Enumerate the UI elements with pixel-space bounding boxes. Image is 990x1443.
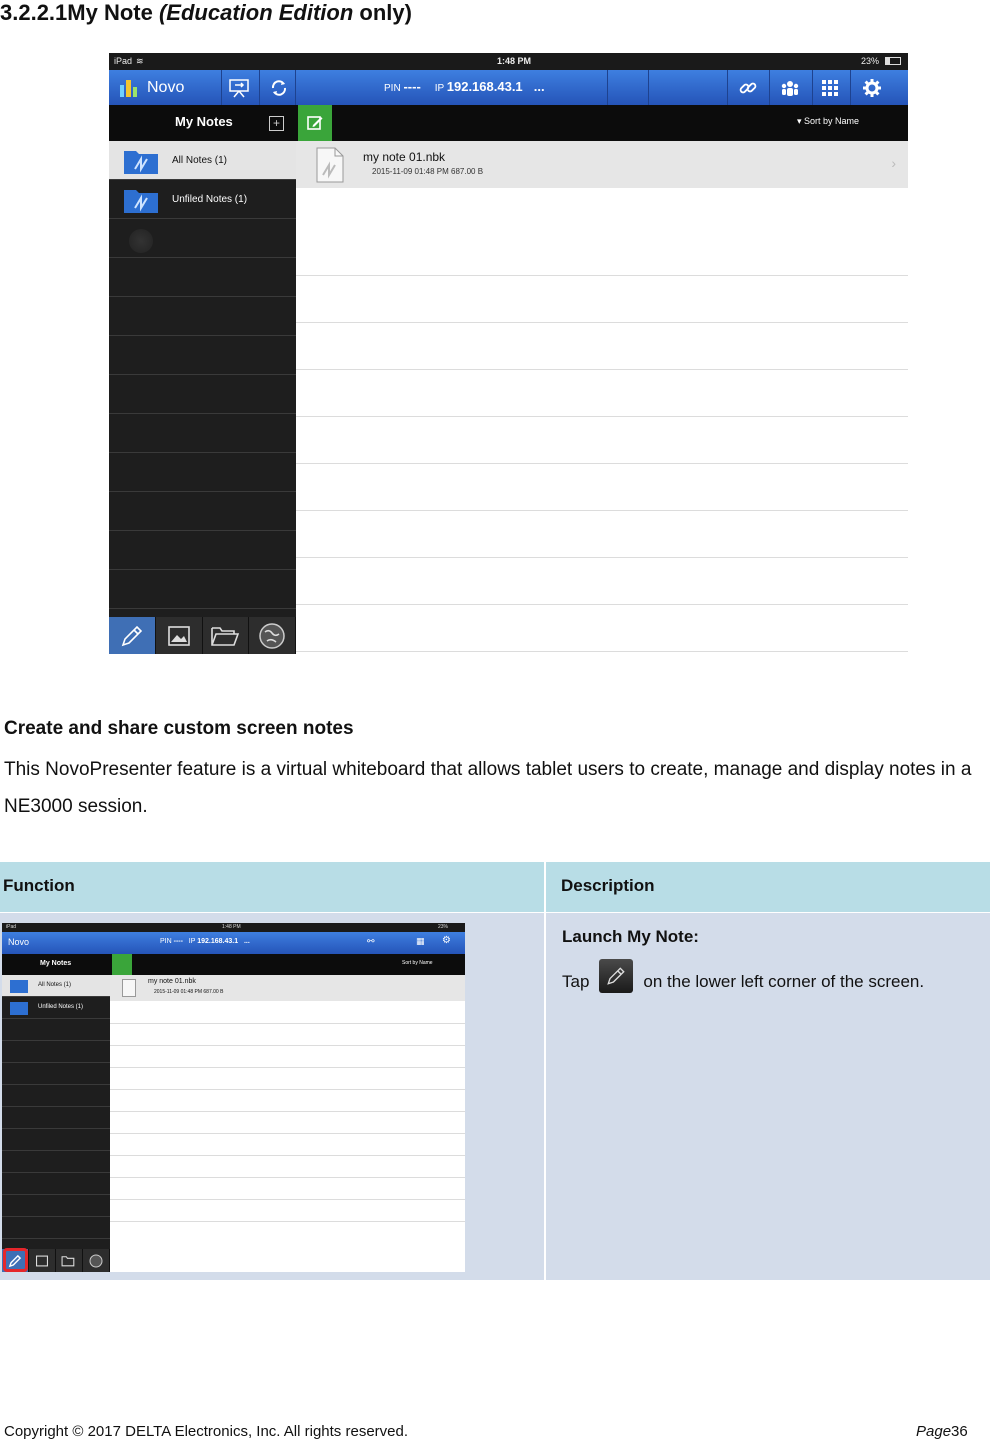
folder-icon [123,147,159,175]
launch-instruction: Tap on the lower left corner of the screen. [562,965,924,999]
status-time: 1:48 PM [497,56,532,66]
page-number: Page36 [916,1423,968,1440]
function-table [0,862,990,1280]
my-notes-thumbnail: iPad 1:48 PM 23% Novo PIN ---- IP 192.168.43.1 ... ⚯ ▦ ⚙ My Notes Sort by Name All Notes (1) Unfiled Notes (1) my note 01.nbk 2015-11-09 01:48 PM 687.00 B [2,923,465,1272]
battery-level: 23% [861,56,880,66]
my-notes-title: My Notes [175,114,233,129]
edit-icon [306,114,324,132]
connection-info: PIN ---- IP 192.168.43.1 ... [384,79,545,94]
link-icon[interactable] [734,74,762,102]
tab-files[interactable] [203,617,250,654]
notes-toolbar [109,105,908,141]
image-icon [167,625,191,647]
globe-icon [89,1254,103,1268]
pen-icon [118,622,146,650]
refresh-icon[interactable] [265,74,293,102]
folder-icon [210,625,240,647]
function-cell [0,913,544,1280]
tab-web[interactable] [249,617,296,654]
folder-sidebar [109,141,296,654]
brand-name: Novo [147,79,185,96]
folder-icon [61,1255,77,1267]
section-body: This NovoPresenter feature is a virtual whiteboard that allows tablet users to create, manage and display notes in a NE3000 session. [4,759,972,817]
notes-list [296,141,908,617]
grid-icon[interactable] [816,74,844,102]
description-cell [546,913,990,1280]
new-note-button[interactable] [298,105,332,141]
tab-photos[interactable] [156,617,203,654]
header-function: Function [0,862,544,912]
bottom-tab-bar [109,617,296,654]
wifi-icon: ≋ [136,56,144,66]
pen-icon [599,959,633,993]
pen-highlight [3,1248,28,1272]
folder-icon [123,186,159,214]
sort-dropdown[interactable]: ▾ Sort by Name [797,116,860,126]
folder-unfiled-notes[interactable]: Unfiled Notes (1) [109,180,296,219]
copyright: Copyright © 2017 DELTA Electronics, Inc. All rights reserved. [4,1423,409,1440]
my-notes-screenshot [109,53,908,654]
image-icon [35,1255,49,1267]
tab-my-note[interactable] [109,617,156,654]
users-icon[interactable] [776,74,804,102]
device-label: iPad [114,56,133,66]
note-file-row[interactable] [296,141,908,188]
globe-icon [258,622,286,650]
add-folder-button[interactable]: + [269,116,284,131]
file-icon [315,147,345,183]
status-bar [109,53,908,70]
presentation-icon[interactable] [225,74,253,102]
novo-logo-icon [119,77,141,99]
battery-icon [885,57,901,65]
gear-icon: ⚙ [442,935,451,946]
note-file-meta: 2015-11-09 01:48 PM 687.00 B [372,167,484,176]
nav-bar [109,70,908,105]
link-icon: ⚯ [367,936,375,946]
novo-brand[interactable] [119,76,184,100]
grid-icon: ▦ [416,936,425,946]
assistive-touch-icon [129,229,153,253]
header-description: Description [546,862,990,912]
gear-icon[interactable] [858,74,886,102]
chevron-right-icon: › [891,155,896,171]
launch-title: Launch My Note: [562,927,699,946]
section-heading: 3.2.2.1My Note (Education Edition only) [0,0,412,25]
folder-all-notes[interactable]: All Notes (1) [109,141,296,180]
section-title: Create and share custom screen notes [4,718,354,739]
note-file-name: my note 01.nbk [363,150,446,164]
